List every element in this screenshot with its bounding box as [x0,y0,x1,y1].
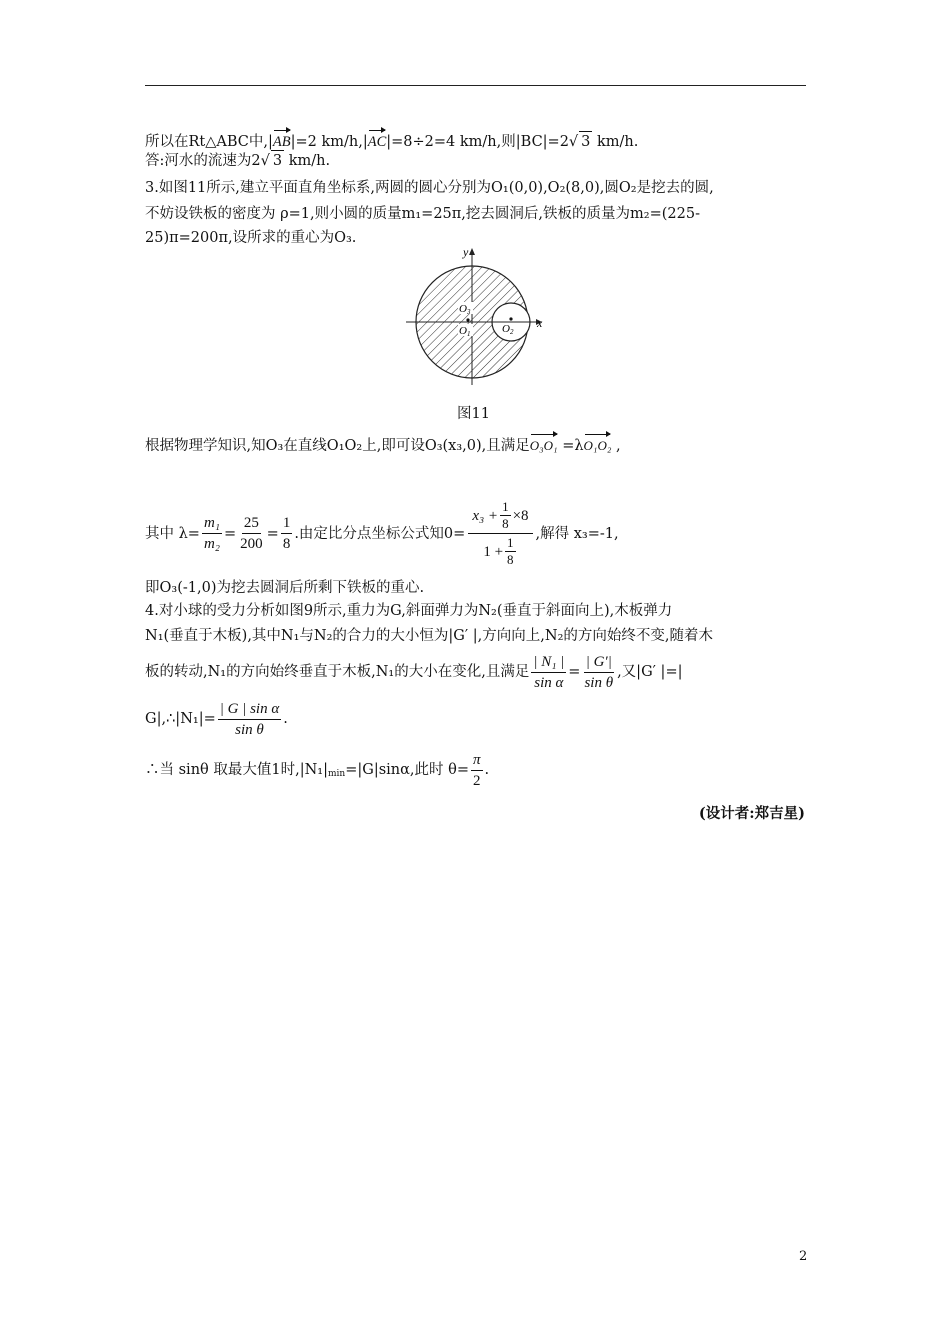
vector-o3o1: O₃O₁ [530,432,558,456]
figure-11-circles [402,245,552,393]
fraction-1-8 [505,536,516,567]
header-rule [145,85,806,86]
o2-label: O2 [502,323,514,336]
fraction-numerator: 1 [502,499,509,514]
fraction-g-sin-theta [582,653,615,692]
fraction-numerator: π [471,751,483,771]
text-line-12 [145,699,288,739]
text-line-10: N₁(垂直于木板),其中N₁与N₂的合力的大小恒为|G′ |,方向向上,N₂的方向始终不变,随着木 [145,628,714,644]
sqrt-icon: √ [260,153,270,169]
text-segment: 1 + [483,543,504,560]
text-line-2 [145,150,330,171]
fraction-numerator: m₁ [202,514,222,534]
o1-label: O1 [459,325,471,338]
sqrt-radicand: 3 [579,131,592,152]
text-line-11 [145,652,682,692]
fraction-numerator: 1 [281,514,293,534]
text-segment: 板的转动,N₁的方向始终垂直于木板,N₁的大小在变化,且满足 [145,664,530,680]
fraction-denominator: 2 [473,772,481,789]
fraction-denominator [479,534,521,567]
text-segment: km/h. [592,134,639,150]
fraction-denominator: 8 [502,516,509,531]
text-segment: ,又|G′ |=| [617,664,683,680]
fraction-numerator: 25 [242,514,261,534]
text-segment: x₃ + [472,507,499,524]
designer-credit: (设计者:郑吉星) [698,805,805,822]
fraction-numerator: 1 [507,535,514,550]
text-segment: = [266,525,279,542]
text-line-1 [145,128,638,152]
fraction-numerator [468,500,532,534]
fraction-denominator: 8 [282,536,291,552]
text-segment: km/h. [284,153,331,169]
text-segment: 其中 λ= [145,525,200,542]
sqrt-icon: √ [568,134,579,150]
text-segment: 答:河水的流速为2 [145,153,261,169]
text-line-13 [145,750,489,790]
text-line-5: 25)π=200π,设所求的重心为O₃. [145,230,357,246]
fraction-denominator: 8 [507,552,514,567]
fraction-1-8 [500,500,511,531]
fraction-pi-over-2 [471,751,483,790]
vector-ab: AB [273,128,291,152]
fraction-numerator: | G | sin α [218,700,281,720]
x-label: x [537,316,543,330]
text-segment: =|G|sinα,此时 θ= [345,762,470,778]
text-segment: ×8 [512,507,529,524]
vector-ac: AC [368,128,387,152]
fraction-25-200 [238,514,265,553]
text-line-4: 不妨设铁板的密度为 ρ=1,则小圆的质量m₁=25π,挖去圆洞后,铁板的质量为m₂=(225- [145,206,700,222]
text-segment: G|,∴|N₁|= [145,711,216,727]
text-line-6 [145,432,621,456]
text-segment: = [568,664,581,680]
text-segment: .由定比分点坐标公式知0= [294,525,466,542]
text-segment: . [484,762,490,778]
fraction-denominator: 200 [240,536,263,552]
subscript-min: min [327,769,346,779]
text-segment: ∴当 sinθ 取最大值1时,|N₁| [145,762,328,778]
text-line-8: 即O₃(-1,0)为挖去圆洞后所剩下铁板的重心. [145,580,425,596]
figure-caption: 图11 [457,406,490,422]
o3-label: O3 [459,303,471,316]
fraction-numerator: | G′| [584,653,614,673]
y-axis-arrow-icon [469,248,475,255]
text-segment: = [224,525,237,542]
fraction-denominator: m₂ [203,536,221,552]
vector-o1o2: O₁O₂ [584,432,612,456]
fraction-m1-m2 [202,514,222,553]
text-line-9: 4.对小球的受力分析如图9所示,重力为G,斜面弹力为N₂(垂直于斜面向上),木板弹力 [145,603,673,619]
fraction-n1-sin-alpha [531,653,566,692]
fraction-numerator: | N₁ | [531,653,566,673]
fraction-denominator: sin θ [584,674,614,691]
text-segment: 根据物理学知识,知O₃在直线O₁O₂上,即可设O₃(x₃,0),且满足 [145,438,530,454]
sqrt-radicand: 3 [271,150,284,171]
y-label: y [463,245,469,259]
text-segment: |=8÷2=4 km/h,则|BC|=2 [386,134,569,150]
fraction-1-8 [281,514,293,553]
fraction-section-formula [468,500,532,567]
point-o3 [466,318,469,321]
text-segment: ,解得 x₃=-1, [535,525,619,542]
fraction-g-sin-alpha-over-sin-theta [218,700,281,739]
text-segment: |=2 km/h,| [290,134,368,150]
page-number: 2 [799,1249,808,1264]
text-segment: . [283,711,288,727]
text-segment: , [611,438,621,454]
text-segment: =λ [557,438,584,454]
text-line-7 [145,500,619,567]
text-line-3: 3.如图11所示,建立平面直角坐标系,两圆的圆心分别为O₁(0,0),O₂(8,0),圆O₂是挖去的圆, [145,180,714,196]
fraction-denominator: sin α [534,674,564,691]
text-segment: 所以在Rt△ABC中,| [145,134,273,150]
point-o2 [509,317,512,320]
fraction-denominator: sin θ [235,721,264,738]
